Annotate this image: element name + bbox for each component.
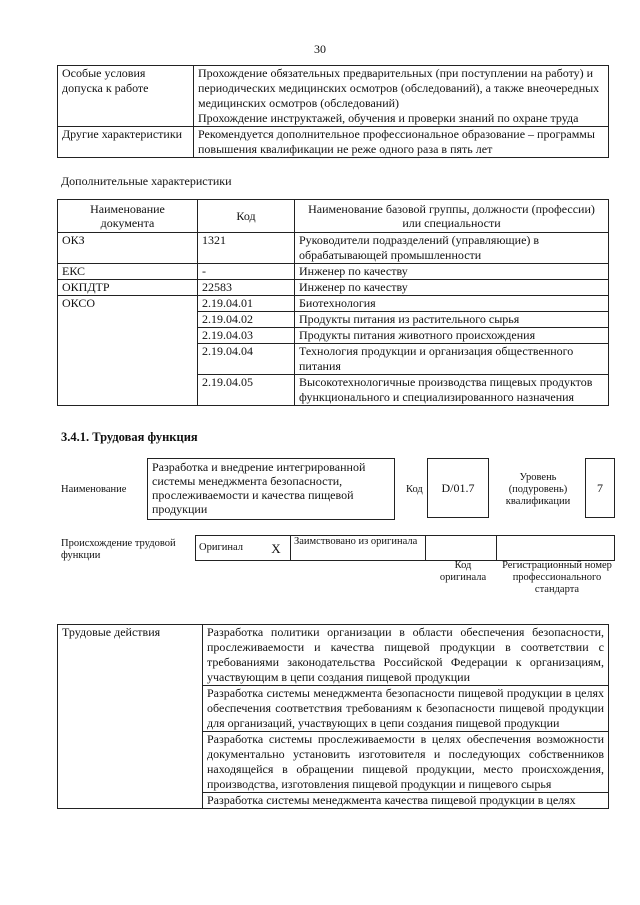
name-cell: Продукты питания животного происхождения bbox=[295, 328, 609, 344]
table-header-row bbox=[58, 200, 609, 233]
table-row bbox=[58, 625, 609, 686]
conditions-table bbox=[57, 65, 609, 158]
function-name-value: Разработка и внедрение интегрированной системы менеджмента безопасности, прослеживаемости и качества пищевой продукции bbox=[152, 460, 366, 516]
name-cell: Продукты питания из растительного сырья bbox=[295, 312, 609, 328]
original-code-cell bbox=[426, 536, 497, 561]
additional-characteristics-table bbox=[57, 199, 609, 406]
code-cell: - bbox=[198, 264, 295, 280]
name-cell: Инженер по качеству bbox=[295, 264, 609, 280]
qualification-level-value: 7 bbox=[597, 481, 603, 495]
condition-label: Другие характеристики bbox=[58, 127, 194, 158]
table-row bbox=[58, 66, 609, 127]
function-code-value: D/01.7 bbox=[441, 481, 475, 495]
code-cell: 22583 bbox=[198, 280, 295, 296]
name-cell: Руководители подразделений (управляющие) в обрабатывающей промышленности bbox=[295, 233, 609, 264]
name-cell: Технология продукции и организация общественного питания bbox=[295, 344, 609, 375]
table-row bbox=[58, 233, 609, 264]
labor-action-item: Разработка политики организации в области обеспечения безопасности, прослеживаемости и качества пищевой продукции в соответствии с требованиями законодательства Российской Федерации к организациям, участвующим в цепи создания пищевой продукции bbox=[203, 625, 609, 686]
code-cell: 2.19.04.04 bbox=[198, 344, 295, 375]
original-label: Оригинал bbox=[196, 536, 263, 561]
name-cell: Биотехнология bbox=[295, 296, 609, 312]
original-code-caption: Код оригинала bbox=[439, 560, 487, 583]
name-cell: Инженер по качеству bbox=[295, 280, 609, 296]
table-row bbox=[196, 536, 615, 561]
labor-action-item: Разработка системы прослеживаемости в целях обеспечения возможности документально установить изготовителя и последующих собственников находящейся в обращении пищевой продукции, место происхождения, производства, изготовления пищевой продукции и пищевого сырья bbox=[203, 732, 609, 793]
registration-number-caption: Регистрационный номер профессионального стандарта bbox=[502, 560, 612, 595]
table-row bbox=[58, 296, 609, 312]
function-code-label: Код bbox=[406, 484, 423, 495]
additional-characteristics-title: Дополнительные характеристики bbox=[61, 174, 232, 188]
code-cell: 2.19.04.02 bbox=[198, 312, 295, 328]
condition-line: Рекомендуется дополнительное профессиональное образование – программы повышения квалификации не реже одного раза в пять лет bbox=[198, 127, 595, 156]
column-header: Код bbox=[198, 200, 295, 233]
qualification-level-box bbox=[585, 458, 615, 518]
function-name-label: Наименование bbox=[61, 484, 127, 495]
function-name-box bbox=[147, 458, 395, 520]
code-cell: 2.19.04.01 bbox=[198, 296, 295, 312]
condition-line: Прохождение инструктажей, обучения и проверки знаний по охране труда bbox=[198, 111, 579, 125]
condition-value bbox=[194, 66, 609, 127]
borrowed-label: Заимствовано из оригинала bbox=[291, 536, 426, 561]
code-cell: 2.19.04.05 bbox=[198, 375, 295, 406]
registration-number-cell bbox=[497, 536, 615, 561]
page-number: 30 bbox=[314, 42, 326, 56]
doc-cell: ОКПДТР bbox=[58, 280, 198, 296]
name-cell: Высокотехнологичные производства пищевых продуктов функционального и специализированного назначения bbox=[295, 375, 609, 406]
column-header: Наименование документа bbox=[58, 200, 198, 233]
doc-cell: ОКЗ bbox=[58, 233, 198, 264]
origin-table bbox=[195, 535, 615, 561]
condition-value bbox=[194, 127, 609, 158]
code-cell: 2.19.04.03 bbox=[198, 328, 295, 344]
qualification-level-label: Уровень (подуровень) квалификации bbox=[505, 472, 571, 507]
labor-action-item: Разработка системы менеджмента безопасности пищевой продукции в целях обеспечения соответствия требованиям к безопасности пищевой продукции для организаций, участвующих в цепи создания пищевой продукции bbox=[203, 686, 609, 732]
table-row bbox=[58, 127, 609, 158]
condition-label: Особые условия допуска к работе bbox=[58, 66, 194, 127]
original-mark: X bbox=[262, 536, 291, 561]
table-row bbox=[58, 264, 609, 280]
labor-actions-label: Трудовые действия bbox=[58, 625, 203, 809]
labor-actions-table bbox=[57, 624, 609, 809]
function-code-box bbox=[427, 458, 489, 518]
doc-cell: ОКСО bbox=[58, 296, 198, 406]
code-cell: 1321 bbox=[198, 233, 295, 264]
doc-cell: ЕКС bbox=[58, 264, 198, 280]
labor-action-item: Разработка системы менеджмента качества пищевой продукции в целях bbox=[203, 793, 609, 809]
origin-label: Происхождение трудовой функции bbox=[61, 538, 176, 561]
table-row bbox=[58, 280, 609, 296]
condition-line: Прохождение обязательных предварительных (при поступлении на работу) и периодических медицинских осмотров (обследований), а также внеочередных медицинских осмотров (обследований) bbox=[198, 66, 600, 110]
section-heading: 3.4.1. Трудовая функция bbox=[61, 430, 198, 444]
column-header: Наименование базовой группы, должности (профессии) или специальности bbox=[295, 200, 609, 233]
